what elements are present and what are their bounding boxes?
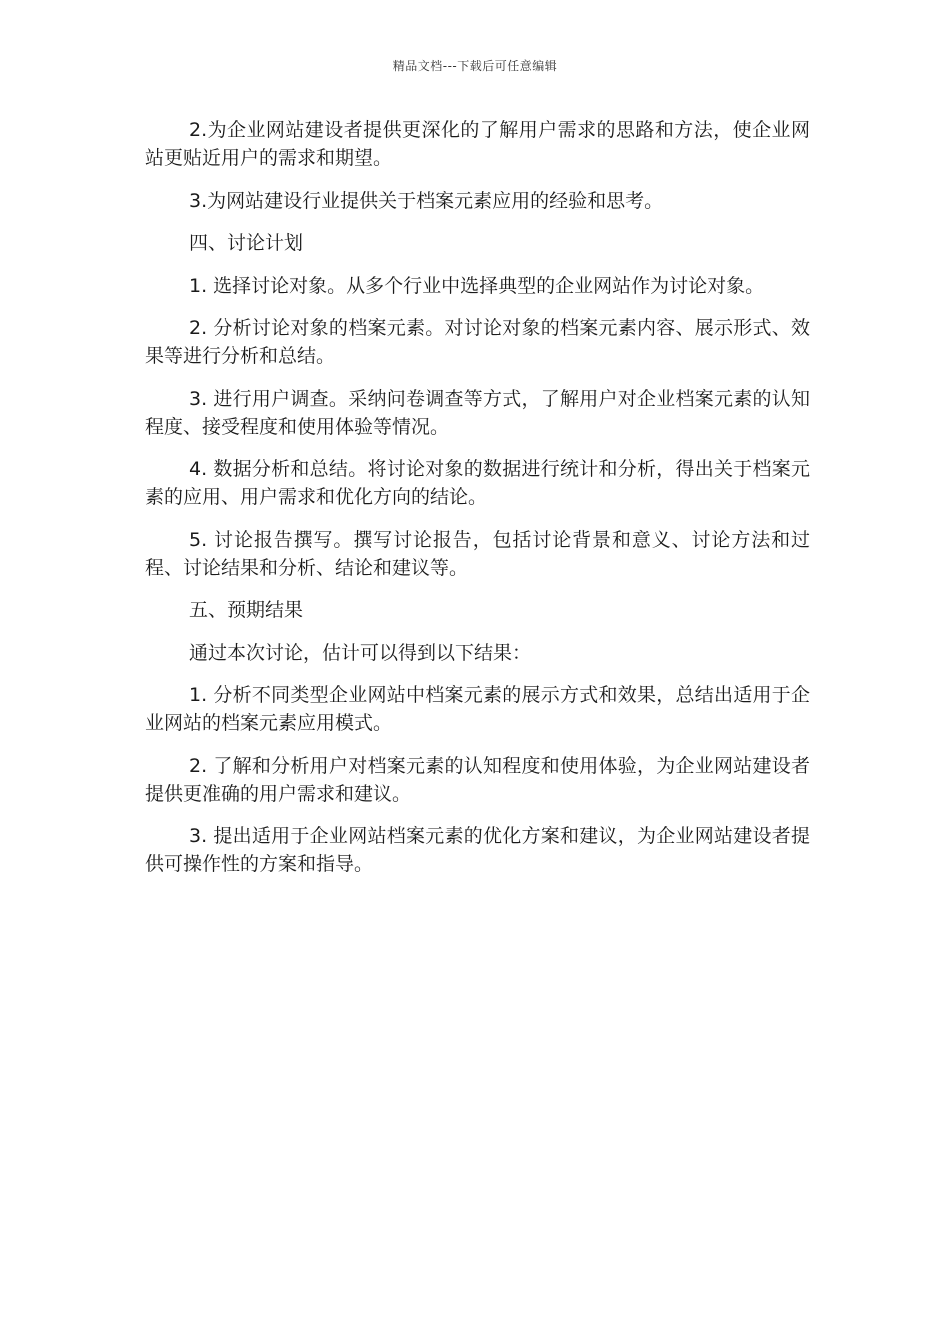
paragraph-result-3: 3. 提出适用于企业网站档案元素的优化方案和建议，为企业网站建设者提供可操作性的方案和指导。 — [145, 825, 810, 875]
document-body — [145, 116, 810, 893]
paragraph-goal-3: 3.为网站建设行业提供关于档案元素应用的经验和思考。 — [189, 189, 664, 212]
section-heading-plan: 四、讨论计划 — [189, 232, 304, 254]
section-heading-results: 五、预期结果 — [189, 599, 304, 621]
paragraph-plan-1: 1. 选择讨论对象。从多个行业中选择典型的企业网站作为讨论对象。 — [189, 274, 765, 297]
paragraph-plan-3: 3. 进行用户调查。采纳问卷调查等方式，了解用户对企业档案元素的认知程度、接受程度和使用体验等情况。 — [145, 387, 810, 438]
paragraph-result-2: 2. 了解和分析用户对档案元素的认知程度和使用体验，为企业网站建设者提供更准确的用户需求和建议。 — [145, 754, 810, 805]
paragraph-goal-2: 2.为企业网站建设者提供更深化的了解用户需求的思路和方法，使企业网站更贴近用户的需求和期望。 — [145, 119, 810, 169]
paragraph-plan-2: 2. 分析讨论对象的档案元素。对讨论对象的档案元素内容、展示形式、效果等进行分析和总结。 — [145, 317, 810, 367]
paragraph-result-1: 1. 分析不同类型企业网站中档案元素的展示方式和效果，总结出适用于企业网站的档案元素应用模式。 — [145, 684, 810, 734]
paragraph-results-intro: 通过本次讨论，估计可以得到以下结果： — [189, 641, 532, 664]
paragraph-plan-5: 5. 讨论报告撰写。撰写讨论报告，包括讨论背景和意义、讨论方法和过程、讨论结果和分析、结论和建议等。 — [145, 528, 810, 579]
page-header: 精品文档---下载后可任意编辑 — [392, 59, 558, 73]
paragraph-plan-4: 4. 数据分析和总结。将讨论对象的数据进行统计和分析，得出关于档案元素的应用、用户需求和优化方向的结论。 — [145, 458, 810, 508]
